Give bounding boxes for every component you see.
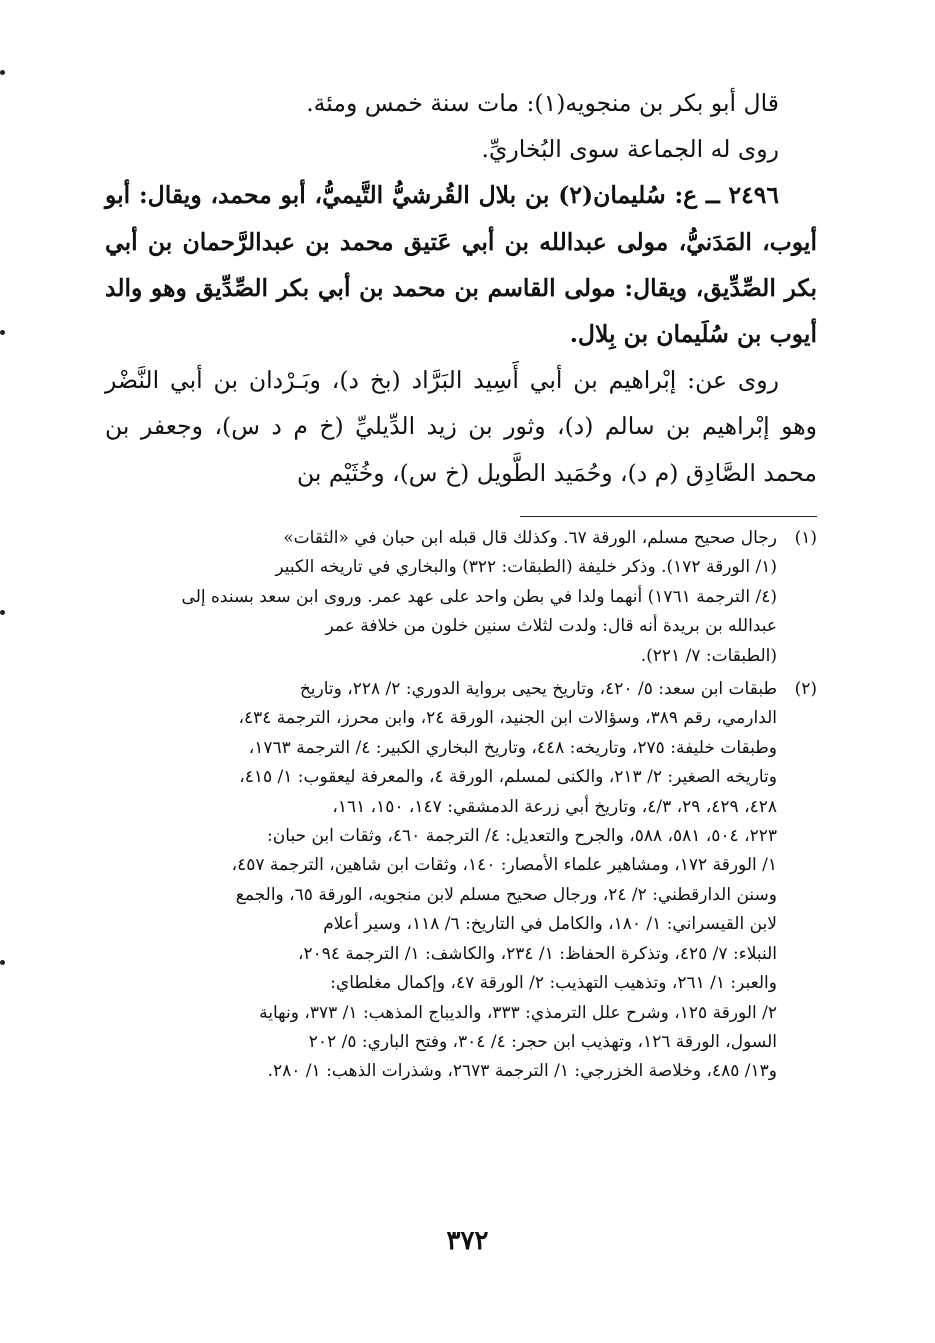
footnote-1 bbox=[108, 524, 817, 671]
footnote-line: ٤٢٨، ٤٢٩، ٢٩، ٤/٣، وتاريخ أبي زرعة الدمشقي: ١٤٧، ١٥٠، ١٦١، bbox=[332, 796, 777, 817]
footnotes bbox=[108, 524, 817, 1091]
footnote-marker: (١) bbox=[794, 528, 817, 548]
footnote-line: و١٣/ ٤٨٥، وخلاصة الخزرجي: ١/ الترجمة ٢٦٧٣، وشذرات الذهب: ١/ ٢٨٠. bbox=[267, 1061, 777, 1082]
margin-mark bbox=[0, 330, 5, 335]
footnote-line: ٢/ الورقة ١٢٥، وشرح علل الترمذي: ٣٣٣، والديباج المذهب: ١/ ٣٧٣، ونهاية bbox=[259, 1002, 777, 1023]
footnote-line: طبقات ابن سعد: ٥/ ٤٢٠، وتاريخ يحيى برواية الدوري: ٢/ ٢٢٨، وتاريخ bbox=[299, 679, 777, 700]
footnote-marker: (٢) bbox=[794, 679, 817, 700]
footnote-line: النبلاء: ٧/ ٤٢٥، وتذكرة الحفاظ: ١/ ٢٣٤، والكاشف: ١/ الترجمة ٢٠٩٤، bbox=[298, 943, 777, 964]
footnote-line: (١/ الورقة ١٧٢). وذكر خليفة (الطبقات: ٣٢٢) والبخاري في تاريخه الكبير bbox=[275, 557, 777, 578]
footnote-line: ٢٢٣، ٥٠٤، ٥٨١، ٥٨٨، والجرح والتعديل: ٤/ الترجمة ٤٦٠، وثقات ابن حبان: bbox=[267, 826, 777, 847]
margin-mark bbox=[0, 610, 5, 615]
line-author-quote: قال أبو بكر بن منجويه(١): مات سنة خمس ومئة. bbox=[306, 89, 779, 117]
footnote-separator bbox=[520, 516, 817, 517]
footnote-line: الدارمي، رقم ٣٨٩، وسؤالات ابن الجنيد، الورقة ٢٤، وابن محرز، الترجمة ٤٣٤، bbox=[238, 708, 777, 729]
margin-mark bbox=[0, 70, 5, 75]
footnote-2 bbox=[108, 675, 817, 1087]
footnote-line: وسنن الدارقطني: ٢/ ٢٤، ورجال صحيح مسلم لابن منجويه، الورقة ٦٥، والجمع bbox=[235, 884, 777, 905]
footnote-line: ١/ الورقة ١٧٢، ومشاهير علماء الأمصار: ١٤٠، وثقات ابن شاهين، الترجمة ٤٥٧، bbox=[231, 855, 777, 876]
page-number: ٣٧٢ bbox=[446, 1226, 489, 1256]
main-text bbox=[105, 80, 817, 496]
narrated-from: روى عن: إبْراهيم بن أبي أَسِيد البَرَّاد (بخ د)، وبَـرْدان بن أبي النَّضْر وهو إبْراهيم بن سالم (د)، وثور بن زيد الدِّيليِّ (خ م د س)، وجعفر بن محمد الصَّادِق (م د)، وحُمَيد الطَّويل (خ س)، وخُثَيْم بن bbox=[105, 366, 817, 487]
entry-2496: ٢٤٩٦ ــ ع: سُليمان(٢) بن بلال القُرشيُّ التَّيميُّ، أبو محمد، ويقال: أبو أيوب، المَدَنيُّ، مولى عبدالله بن أبي عَتيق محمد بن عبدالرَّحمان بن أبي بكر الصِّدِّيق، ويقال: مولى القاسم بن محمد بن أبي بكر الصِّدِّيق وهو والد أيوب بن سُلَيمان بن بِلال. bbox=[105, 181, 817, 349]
footnote-line: (الطبقات: ٧/ ٢٢١). bbox=[640, 645, 777, 666]
footnote-line: رجال صحيح مسلم، الورقة ٦٧. وكذلك قال قبله ابن حبان في «الثقات» bbox=[283, 528, 777, 548]
footnote-line: والعبر: ١/ ٢٦١، وتذهيب التهذيب: ٢/ الورقة ٤٧، وإكمال مغلطاي: bbox=[330, 973, 777, 994]
footnote-line: وتاريخه الصغير: ٢/ ٢١٣، والكنى لمسلم، الورقة ٤، والمعرفة ليعقوب: ١/ ٤١٥، bbox=[239, 767, 777, 788]
footnote-line: السول، الورقة ١٢٦، وتهذيب ابن حجر: ٤/ ٣٠٤، وفتح الباري: ٥/ ٢٠٢ bbox=[308, 1031, 777, 1052]
margin-mark bbox=[0, 960, 5, 965]
footnote-line: عبدالله بن بريدة أنه قال: ولدت لثلاث سنين خلون من خلافة عمر bbox=[325, 616, 777, 637]
footnote-line: (٤/ الترجمة ١٧٦١) أنهما ولدا في بطن واحد على عهد عمر. وروى ابن سعد بسنده إلى bbox=[181, 586, 777, 607]
line-narrators: روى له الجماعة سوى البُخاريِّ. bbox=[481, 135, 779, 164]
footnote-line: لابن القيسراني: ١/ ١٨٠، والكامل في التاريخ: ٦/ ١١٨، وسير أعلام bbox=[323, 914, 777, 935]
footnote-line: وطبقات خليفة: ٢٧٥، وتاريخه: ٤٤٨، وتاريخ البخاري الكبير: ٤/ الترجمة ١٧٦٣، bbox=[248, 737, 777, 758]
